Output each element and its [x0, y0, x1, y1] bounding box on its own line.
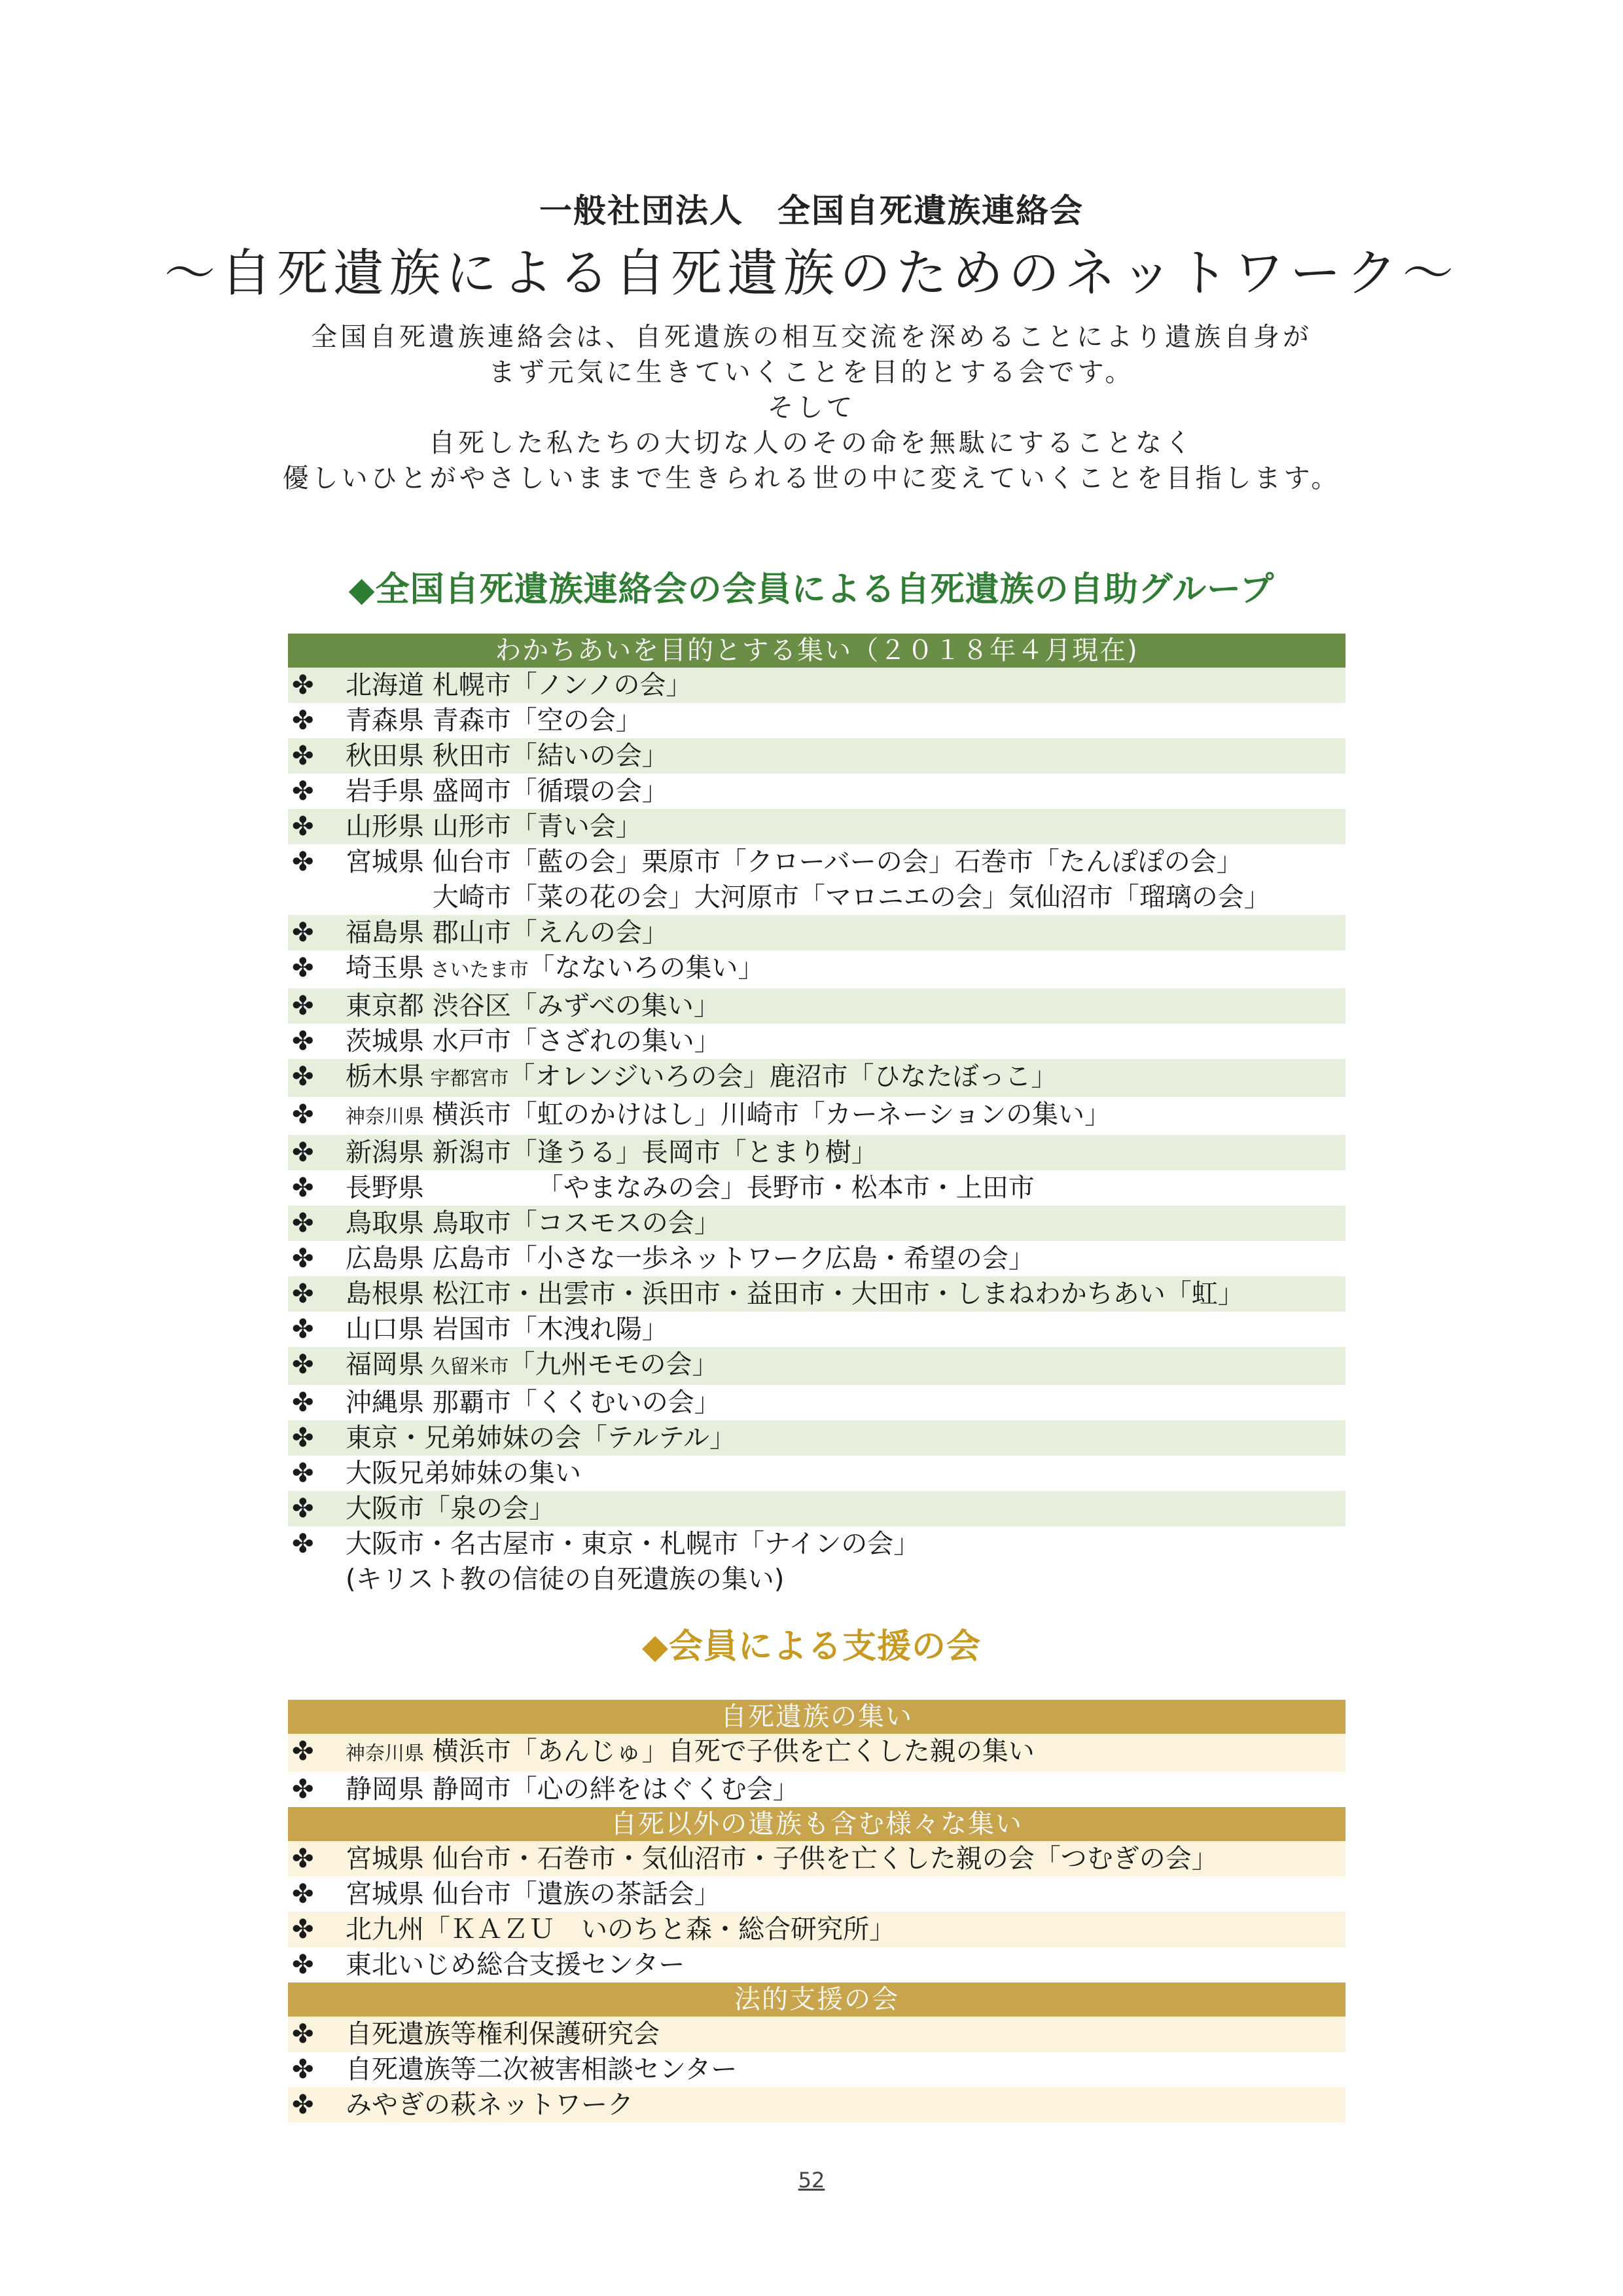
clover-bullet-icon: ✤ [292, 2090, 314, 2120]
list-item-text [346, 1241, 1346, 1276]
intro-line: まず元気に生きていくことを目的とする会です。 [488, 357, 1135, 387]
list-item-text [346, 1734, 1346, 1772]
group-name: 大阪市「泉の会」 [346, 1494, 555, 1524]
clover-bullet-icon: ✤ [292, 1062, 314, 1092]
list-item [288, 1059, 1346, 1097]
group-name: 青森市「空の会」 [424, 706, 642, 736]
group-name: 仙台市・石巻市・気仙沼市・子供を亡くした親の会「つむぎの会」 [424, 1844, 1218, 1874]
group-name: 札幌市「ノンノの会」 [424, 670, 692, 700]
clover-bullet-icon: ✤ [292, 1736, 314, 1767]
group-name: 大阪市・名古屋市・東京・札幌市「ナインの会」 [346, 1529, 920, 1559]
list-item-text [346, 1347, 1346, 1385]
list-item [288, 1526, 1346, 1562]
clover-bullet-icon: ✤ [292, 991, 314, 1021]
clover-bullet-icon: ✤ [292, 1494, 314, 1524]
prefecture-label: 沖縄県 [346, 1388, 424, 1418]
prefecture-label: 島根県 [346, 1279, 424, 1309]
list-item-text [346, 844, 1346, 880]
list-item [288, 1562, 1346, 1597]
group-name: 横浜市「あんじゅ」自死で子供を亡くした親の集い [424, 1736, 1035, 1767]
list-item [288, 2017, 1346, 2052]
list-item [288, 1772, 1346, 1807]
clover-bullet-icon: ✤ [292, 1388, 314, 1418]
list-item [288, 1912, 1346, 1947]
list-item-text [346, 1841, 1346, 1876]
org-name: 一般社団法人 全国自死遺族連絡会 [539, 191, 1084, 230]
list-item [288, 1312, 1346, 1347]
list-item-text [346, 1562, 1346, 1597]
list-item [288, 1841, 1346, 1876]
list-item [288, 1876, 1346, 1912]
table-header: わかちあいを目的とする集い（２０１８年４月現在) [288, 634, 1346, 668]
group-name: 鳥取市「コスモスの会」 [424, 1208, 721, 1238]
group-name: 大阪兄弟姉妹の集い [346, 1458, 581, 1488]
group-name: 水戸市「さざれの集い」 [424, 1026, 721, 1056]
list-item-text [346, 1385, 1346, 1420]
list-item-text [346, 1876, 1346, 1912]
clover-bullet-icon: ✤ [292, 1100, 314, 1130]
section1-title: ◆全国自死遺族連絡会の会員による自死遺族の自助グループ [348, 570, 1275, 609]
group-name: 自死遺族等権利保護研究会 [346, 2019, 660, 2049]
prefecture-label: 茨城県 [346, 1026, 424, 1056]
list-item [288, 774, 1346, 809]
group-name: 山形市「青い会」 [424, 812, 642, 842]
list-item [288, 1206, 1346, 1241]
group-name: 大崎市「菜の花の会」大河原市「マロニエの会」気仙沼市「瑠璃の会」 [346, 882, 1270, 912]
list-item-text [346, 1772, 1346, 1807]
list-item [288, 1385, 1346, 1420]
prefecture-label: 福岡県 [346, 1350, 424, 1380]
self-help-groups-table [288, 634, 1346, 1597]
intro-line: 自死した私たちの大切な人のその命を無駄にすることなく [429, 428, 1194, 458]
list-item-text [346, 1024, 1346, 1059]
list-item [288, 1456, 1346, 1491]
org-subtitle: 〜自死遺族による自死遺族のためのネットワーク〜 [164, 244, 1459, 303]
page-number: 52 [798, 2168, 825, 2193]
prefecture-label: 北海道 [346, 670, 424, 700]
group-header: 自死遺族の集い [288, 1700, 1346, 1734]
group-name: 「九州モモの会」 [508, 1350, 719, 1380]
list-item [288, 703, 1346, 738]
support-groups-table [288, 1700, 1346, 2123]
prefecture-label: 秋田県 [346, 741, 424, 771]
list-item-text [346, 1059, 1346, 1097]
group-name: 「オレンジいろの会」鹿沼市「ひなたぼっこ」 [508, 1062, 1058, 1092]
prefecture-label: 岩手県 [346, 776, 424, 806]
list-item [288, 950, 1346, 988]
list-item [288, 988, 1346, 1024]
group-name: 仙台市「遺族の茶話会」 [424, 1879, 721, 1909]
city-label: 宇都宮市 [424, 1067, 509, 1090]
group-header: 法的支援の会 [288, 1982, 1346, 2017]
city-label: さいたま市 [424, 959, 529, 982]
list-item-text [346, 1097, 1346, 1135]
list-item-text [346, 1170, 1346, 1206]
list-item [288, 880, 1346, 915]
intro-line: 優しいひとがやさしいままで生きられる世の中に変えていくことを目指します。 [282, 463, 1341, 493]
group-name: 横浜市「虹のかけはし」川崎市「カーネーションの集い」 [424, 1100, 1111, 1130]
list-item [288, 2087, 1346, 2123]
list-item-text [346, 2052, 1346, 2087]
group-name: 岩国市「木洩れ陽」 [424, 1314, 668, 1344]
list-item [288, 1135, 1346, 1170]
list-item [288, 1024, 1346, 1059]
list-item [288, 1170, 1346, 1206]
clover-bullet-icon: ✤ [292, 1774, 314, 1804]
list-item-text [346, 809, 1346, 844]
intro-line: 全国自死遺族連絡会は、自死遺族の相互交流を深めることにより遺族自身が [311, 322, 1312, 352]
group-name: みやぎの萩ネットワーク [346, 2090, 633, 2120]
group-name: 渋谷区「みずべの集い」 [424, 991, 720, 1021]
clover-bullet-icon: ✤ [292, 1173, 314, 1203]
list-item-text [346, 1526, 1346, 1562]
group-name: 東北いじめ総合支援センター [346, 1950, 685, 1980]
clover-bullet-icon: ✤ [292, 1138, 314, 1168]
prefecture-label: 埼玉県 [346, 953, 424, 983]
group-name: (キリスト教の信徒の自死遺族の集い) [346, 1564, 785, 1594]
clover-bullet-icon: ✤ [292, 1314, 314, 1344]
list-item [288, 668, 1346, 703]
clover-bullet-icon: ✤ [292, 741, 314, 771]
list-item-text [346, 1912, 1346, 1947]
group-name: 東京・兄弟姉妹の会「テルテル」 [346, 1423, 736, 1453]
group-name: 新潟市「逢うる」長岡市「とまり樹」 [424, 1138, 878, 1168]
clover-bullet-icon: ✤ [292, 706, 314, 736]
group-name: 「なないろの集い」 [528, 953, 764, 983]
clover-bullet-icon: ✤ [292, 1529, 314, 1559]
group-name: 那覇市「くくむいの会」 [424, 1388, 721, 1418]
group-name: 北九州「ＫＡＺＵ いのちと森・総合研究所」 [346, 1914, 895, 1945]
city-label: 久留米市 [424, 1355, 509, 1378]
list-item [288, 2052, 1346, 2087]
list-item-text [346, 1206, 1346, 1241]
clover-bullet-icon: ✤ [292, 918, 314, 948]
prefecture-label: 新潟県 [346, 1138, 424, 1168]
group-name: 松江市・出雲市・浜田市・益田市・大田市・しまねわかちあい「虹」 [424, 1279, 1244, 1309]
list-item [288, 738, 1346, 774]
clover-bullet-icon: ✤ [292, 953, 314, 983]
list-item-text [346, 1947, 1346, 1982]
prefecture-label: 宮城県 [346, 847, 424, 877]
prefecture-label: 鳥取県 [346, 1208, 424, 1238]
clover-bullet-icon: ✤ [292, 1914, 314, 1945]
list-item [288, 1097, 1346, 1135]
prefecture-label: 宮城県 [346, 1844, 424, 1874]
group-name: 盛岡市「循環の会」 [424, 776, 668, 806]
list-item-text [346, 950, 1346, 988]
prefecture-label: 福島県 [346, 918, 424, 948]
clover-bullet-icon: ✤ [292, 776, 314, 806]
prefecture-label: 長野県 [346, 1173, 424, 1203]
list-item [288, 1734, 1346, 1772]
list-item [288, 1947, 1346, 1982]
list-item-text [346, 988, 1346, 1024]
list-item-text [346, 1276, 1346, 1312]
clover-bullet-icon: ✤ [292, 1458, 314, 1488]
clover-bullet-icon: ✤ [292, 1026, 314, 1056]
clover-bullet-icon: ✤ [292, 670, 314, 700]
list-item [288, 809, 1346, 844]
group-name: 「やまなみの会」長野市・松本市・上田市 [424, 1173, 1035, 1203]
intro-text [0, 319, 1623, 496]
list-item [288, 1276, 1346, 1312]
prefecture-label: 神奈川県 [346, 1742, 424, 1765]
list-item-text [346, 880, 1346, 915]
clover-bullet-icon: ✤ [292, 1244, 314, 1274]
prefecture-label: 栃木県 [346, 1062, 424, 1092]
group-name: 自死遺族等二次被害相談センター [346, 2054, 738, 2085]
prefecture-label: 青森県 [346, 706, 424, 736]
list-item [288, 1420, 1346, 1456]
group-name: 広島市「小さな一歩ネットワーク広島・希望の会」 [424, 1244, 1035, 1274]
prefecture-label: 神奈川県 [346, 1105, 424, 1128]
clover-bullet-icon: ✤ [292, 1279, 314, 1309]
group-name: 秋田市「結いの会」 [424, 741, 668, 771]
prefecture-label: 山形県 [346, 812, 424, 842]
list-item-text [346, 1312, 1346, 1347]
list-item-text [346, 774, 1346, 809]
list-item-text [346, 738, 1346, 774]
clover-bullet-icon: ✤ [292, 1208, 314, 1238]
list-item-text [346, 668, 1346, 703]
prefecture-label: 東京都 [346, 991, 424, 1021]
group-name: 仙台市「藍の会」栗原市「クローバーの会」石巻市「たんぽぽの会」 [424, 847, 1243, 877]
clover-bullet-icon: ✤ [292, 812, 314, 842]
clover-bullet-icon: ✤ [292, 2019, 314, 2049]
clover-bullet-icon: ✤ [292, 1879, 314, 1909]
list-item-text [346, 2087, 1346, 2123]
group-header: 自死以外の遺族も含む様々な集い [288, 1807, 1346, 1841]
list-item [288, 1491, 1346, 1526]
list-item-text [346, 1456, 1346, 1491]
list-item [288, 1347, 1346, 1385]
clover-bullet-icon: ✤ [292, 1844, 314, 1874]
clover-bullet-icon: ✤ [292, 2054, 314, 2085]
list-item [288, 1241, 1346, 1276]
prefecture-label: 山口県 [346, 1314, 424, 1344]
list-item [288, 844, 1346, 880]
list-item [288, 915, 1346, 950]
group-name: 郡山市「えんの会」 [424, 918, 668, 948]
section2-title: ◆会員による支援の会 [642, 1627, 981, 1666]
list-item-text [346, 915, 1346, 950]
clover-bullet-icon: ✤ [292, 1423, 314, 1453]
prefecture-label: 広島県 [346, 1244, 424, 1274]
list-item-text [346, 2017, 1346, 2052]
group-name: 静岡市「心の絆をはぐくむ会」 [424, 1774, 799, 1804]
prefecture-label: 静岡県 [346, 1774, 424, 1804]
list-item-text [346, 1420, 1346, 1456]
prefecture-label: 宮城県 [346, 1879, 424, 1909]
list-item-text [346, 703, 1346, 738]
list-item-text [346, 1135, 1346, 1170]
clover-bullet-icon: ✤ [292, 1950, 314, 1980]
list-item-text [346, 1491, 1346, 1526]
clover-bullet-icon: ✤ [292, 1350, 314, 1380]
intro-line: そして [767, 393, 856, 423]
clover-bullet-icon: ✤ [292, 847, 314, 877]
